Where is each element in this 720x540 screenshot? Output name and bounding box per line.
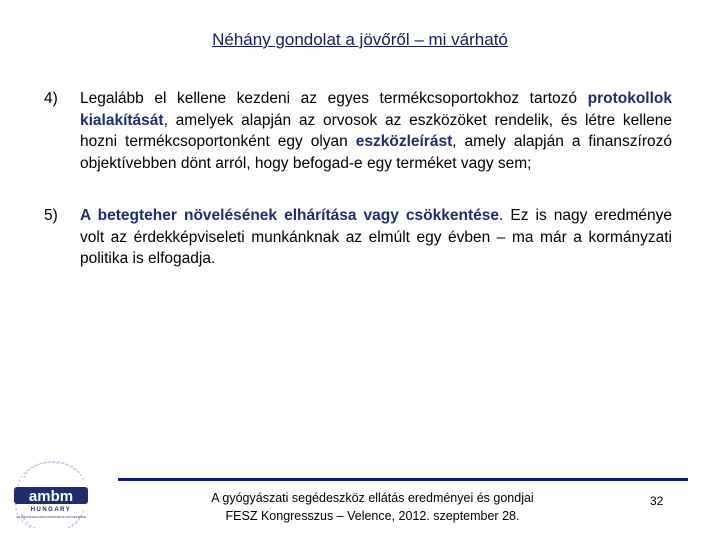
item-text: , amelyek alapján az orvosok az eszközöket rendelik, és létre kellene hozni termékcsoportonként egy olyan <box>80 111 672 150</box>
ambm-logo <box>10 458 92 528</box>
logo-text: ambm <box>28 488 74 505</box>
footer-line-2: FESZ Kongresszus – Velence, 2012. szeptember 28. <box>225 509 520 523</box>
item-text: Legalább el kellene kezdeni az egyes termékcsoportokhoz tartozó <box>80 90 588 107</box>
logo-tagline: AZ ORVOSTECHNIKAI ESZKÖZÖK SZÖVETSÉGE <box>16 515 86 519</box>
item-highlight: eszközleírást <box>355 133 453 150</box>
footer <box>140 489 605 525</box>
item-number: 4) <box>44 90 58 107</box>
footer-divider <box>118 478 688 481</box>
list-item <box>80 205 672 270</box>
item-highlight: A betegteher növelésének elhárítása vagy csökkentése <box>80 207 499 224</box>
list-item <box>80 88 672 174</box>
item-highlight: protokollok kialakítását <box>80 90 672 129</box>
logo-subtext: HUNGARY <box>30 507 72 513</box>
page-number: 32 <box>650 494 664 508</box>
item-text: . Ez is nagy eredménye volt az érdekképviseleti munkánknak az elmúlt egy évben – ma már a kormányzati politika is elfogadja. <box>80 207 672 267</box>
footer-line-1: A gyógyászati segédeszköz ellátás eredményei és gondjai <box>211 491 534 505</box>
slide-title <box>0 30 720 50</box>
item-number: 5) <box>44 207 58 224</box>
item-text: , amely alapján a finanszírozó objektívebben dönt arról, hogy befogad-e egy terméket vagy sem; <box>80 133 672 172</box>
slide-title-text: Néhány gondolat a jövőről – mi várható <box>212 30 508 49</box>
